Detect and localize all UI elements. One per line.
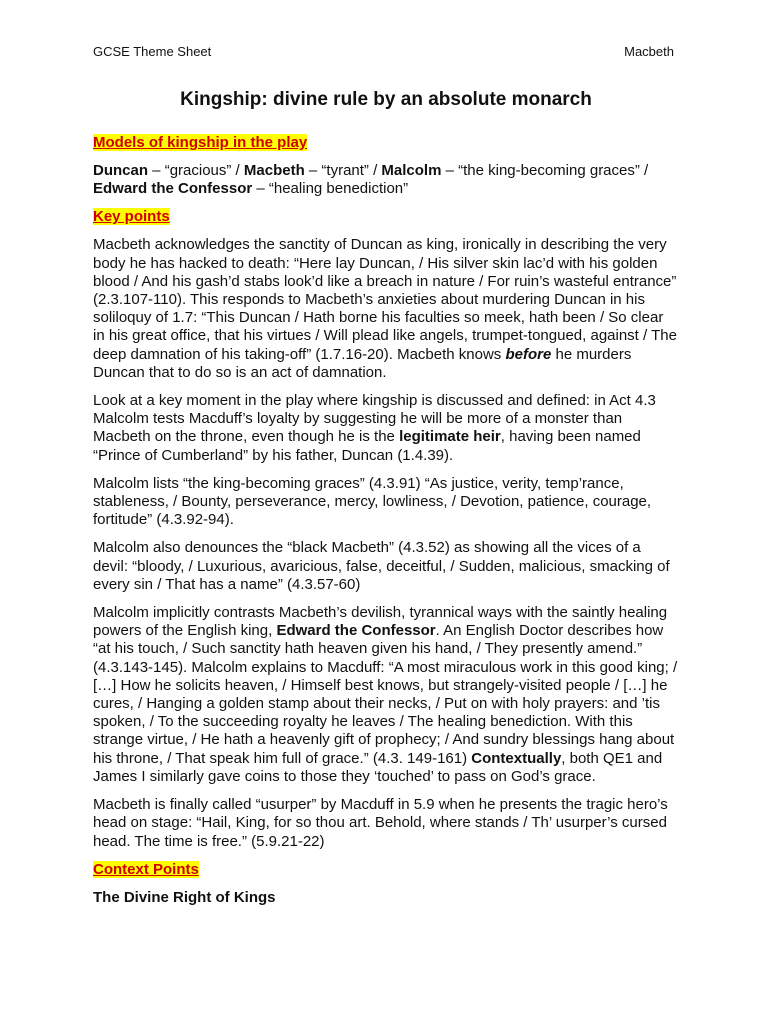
document-body: [93, 88, 679, 907]
text-run: he murders Duncan that to do so is an act of damnation.: [93, 345, 632, 381]
header-left: GCSE Theme Sheet: [93, 44, 212, 59]
key-point-paragraph: [93, 539, 679, 594]
bold-text: Contextually: [471, 749, 562, 767]
bold-text: Malcolm: [381, 162, 442, 179]
models-paragraph: [93, 162, 679, 198]
key-point-paragraph: [93, 796, 679, 851]
text-run: , both QE1 and James I similarly gave coins to those they ‘touched’ to pass on God’s grace.: [93, 749, 663, 785]
section-heading-context-label: Context Points: [93, 860, 199, 878]
header-right: Macbeth: [624, 44, 674, 59]
section-heading-key-points-label: Key points: [93, 208, 170, 226]
text-run: Macbeth acknowledges the sanctity of Duncan as king, ironically in describing the very body he has hacked to death: “Here lay Duncan, / His silver skin lac’d with his golden blood / And his gash’d stabs look’d like a breach in nature / For ruin’s wasteful entrance” (2.3.107-110). This responds to Macbeth’s anxieties about murdering Duncan in his soliloquy of 1.7: “This Duncan / Hath borne his faculties so meek, hath been / So clear in his great office, that his virtues / Will plead like angels, trumpet-tongued, against / The deep damnation of his taking-off” (1.7.16-20). Macbeth knows: [93, 236, 677, 363]
text-run: . An English Doctor describes how “at his touch, / Such sanctity hath heaven given his hand, / They presently amend.” (4.3.143-145). Malcolm explains to Macduff: “A most miraculous work in this good king; / […] How he solicits heaven, / Himself best knows, but strangely-visited people / […] he cures, / Hanging a golden stamp about their necks, / Put on with holy prayers: and ’tis spoken, / To the succeeding royalty he leaves / The healing benediction. With this strange virtue, / He hath a heavenly gift of prophecy; / And sundry blessings hang about his throne, / That speak him full of grace.” (4.3. 149-161): [93, 622, 678, 767]
section-heading-context: [93, 861, 679, 879]
emphasis-text: before: [505, 345, 552, 363]
sub-heading-divine-right: The Divine Right of Kings: [93, 888, 276, 906]
bold-text: Duncan: [93, 162, 149, 179]
page-title: Kingship: divine rule by an absolute monarch: [180, 89, 592, 110]
text-run: – “gracious” /: [148, 162, 244, 179]
text-run: – “tyrant” /: [304, 162, 382, 179]
section-heading-models-label: Models of kingship in the play: [93, 134, 308, 151]
section-heading-models: [93, 134, 679, 152]
bold-text: Macbeth: [243, 162, 305, 179]
text-run: Malcolm implicitly contrasts Macbeth’s devilish, tyrannical ways with the saintly healing powers of the English king,: [93, 604, 668, 640]
bold-text: legitimate heir: [399, 428, 501, 446]
key-point-paragraph: [93, 475, 679, 530]
running-header: [93, 44, 674, 60]
section-heading-key-points: [93, 208, 679, 226]
text-run: Malcolm also denounces the “black Macbeth” (4.3.52) as showing all the vices of a devil: “bloody, / Luxurious, avaricious, false, deceitful, / Sudden, malicious, smacking of every sin / That has a name” (4.3.57-60): [93, 539, 670, 593]
bold-text: Edward the Confessor: [276, 622, 436, 640]
bold-text: Edward the Confessor: [93, 180, 253, 198]
text-run: – “the king-becoming graces” /: [441, 162, 649, 179]
text-run: – “healing benediction”: [252, 180, 409, 198]
key-point-paragraph: [93, 236, 679, 382]
text-run: Malcolm lists “the king-becoming graces” (4.3.91) “As justice, verity, temp’rance, stableness, / Bounty, perseverance, mercy, lowliness, / Devotion, patience, courage, fortitude” (4.3.92-94).: [93, 474, 652, 529]
text-run: , having been named “Prince of Cumberland” by his father, Duncan (1.4.39).: [93, 428, 641, 464]
text-run: Look at a key moment in the play where kingship is discussed and defined: in Act 4.3 Malcolm tests Macduff’s loyalty by suggesting he will be more of a monster than Macbeth on the throne, even though he is the: [93, 392, 656, 446]
text-run: Macbeth is finally called “usurper” by Macduff in 5.9 when he presents the tragic hero’s head on stage: “Hail, King, for so thou art. Behold, where stands / Th’ usurper’s cursed head. The time is free.” (5.9.21-22): [93, 796, 668, 850]
key-point-paragraph: [93, 604, 679, 786]
emphasis-run: [505, 346, 551, 363]
key-point-paragraph: [93, 392, 679, 465]
